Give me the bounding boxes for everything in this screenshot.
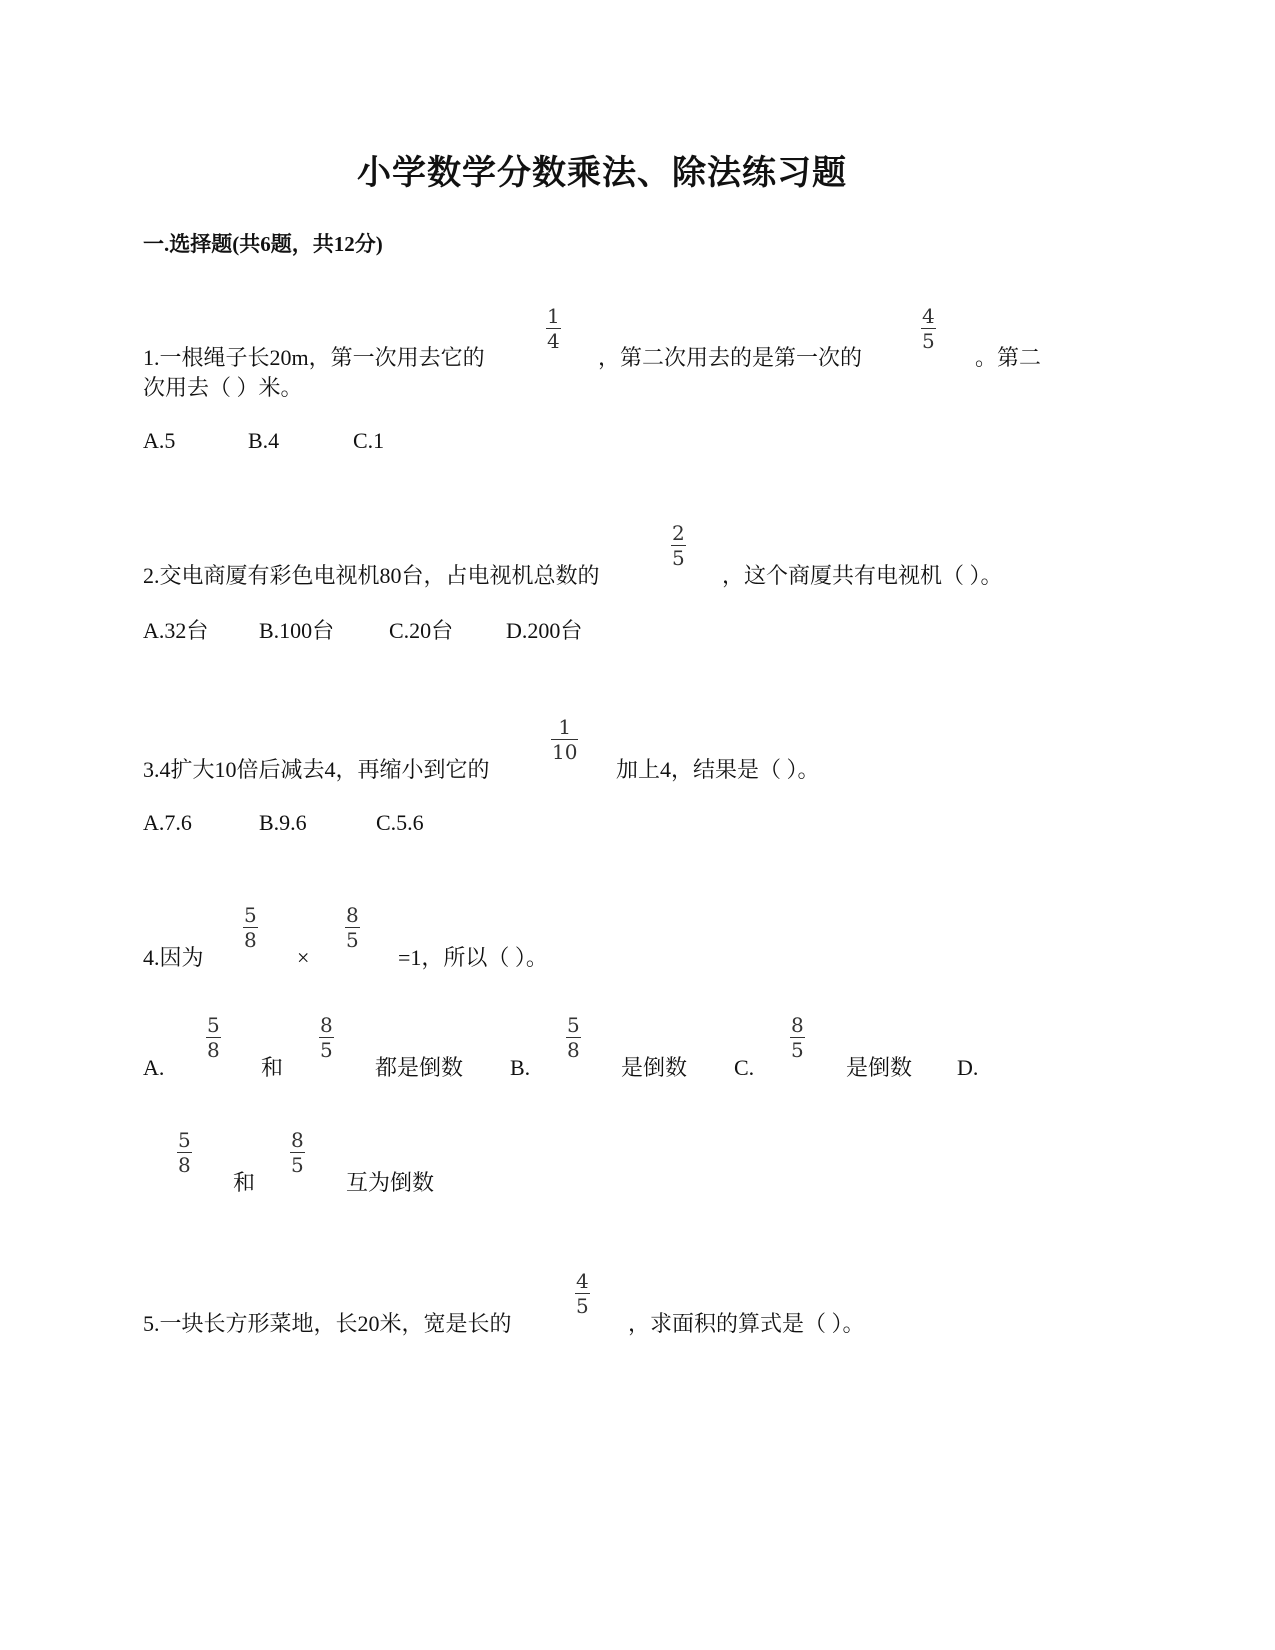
fraction-denominator: 5 xyxy=(320,1038,333,1062)
option-d-and: 和 xyxy=(233,1170,256,1195)
fraction-denominator: 5 xyxy=(291,1153,304,1177)
option-c: C.1 xyxy=(353,428,385,453)
option-b: B.4 xyxy=(248,428,280,453)
fraction xyxy=(290,1129,305,1176)
fraction xyxy=(671,522,686,569)
option-a-and: 和 xyxy=(261,1055,284,1080)
fraction-denominator: 10 xyxy=(552,740,578,764)
fraction xyxy=(345,904,360,951)
fraction xyxy=(921,305,936,352)
fraction-numerator: 1 xyxy=(558,715,572,739)
question-1-text-part2: ，第二次用去的是第一次的 xyxy=(598,345,863,370)
fraction xyxy=(243,904,258,951)
fraction-numerator: 8 xyxy=(791,1013,804,1037)
option-c: C.5.6 xyxy=(376,810,424,835)
option-a: A.32台 xyxy=(143,618,209,643)
fraction-denominator: 5 xyxy=(346,928,359,952)
option-c-text: 是倒数 xyxy=(846,1055,913,1080)
option-b: B.9.6 xyxy=(259,810,307,835)
fraction xyxy=(575,1270,590,1317)
fraction-numerator: 8 xyxy=(291,1128,304,1152)
fraction-denominator: 5 xyxy=(922,329,935,353)
fraction-numerator: 8 xyxy=(346,903,359,927)
fraction xyxy=(177,1129,192,1176)
fraction xyxy=(206,1014,221,1061)
fraction-denominator: 4 xyxy=(547,329,560,353)
fraction-numerator: 5 xyxy=(207,1013,220,1037)
option-b: B.100台 xyxy=(259,618,335,643)
question-5-text-part1: 5.一块长方形菜地，长20米，宽是长的 xyxy=(143,1311,512,1336)
fraction-numerator: 4 xyxy=(922,304,935,328)
fraction-denominator: 8 xyxy=(567,1038,580,1062)
question-2-text-part1: 2.交电商厦有彩色电视机80台，占电视机总数的 xyxy=(143,563,600,588)
fraction-denominator: 8 xyxy=(207,1038,220,1062)
option-d-label: D. xyxy=(957,1055,979,1080)
fraction-numerator: 1 xyxy=(547,304,560,328)
question-3-text-part1: 3.4扩大10倍后减去4，再缩小到它的 xyxy=(143,757,490,782)
option-d-text: 互为倒数 xyxy=(346,1170,435,1195)
option-a: A.5 xyxy=(143,428,176,453)
question-1-text-part4: 次用去（ ）米。 xyxy=(143,375,303,400)
fraction-denominator: 8 xyxy=(178,1153,191,1177)
fraction-numerator: 5 xyxy=(567,1013,580,1037)
question-4-text-part1: 4.因为 xyxy=(143,945,204,970)
fraction xyxy=(566,1014,581,1061)
option-b-text: 是倒数 xyxy=(621,1055,688,1080)
fraction-numerator: 5 xyxy=(178,1128,191,1152)
fraction-denominator: 5 xyxy=(576,1294,589,1318)
option-b-label: B. xyxy=(510,1055,531,1080)
fraction-numerator: 8 xyxy=(320,1013,333,1037)
fraction-denominator: 8 xyxy=(244,928,257,952)
question-2-text-part2: ，这个商厦共有电视机（ ）。 xyxy=(722,563,1003,588)
fraction xyxy=(319,1014,334,1061)
fraction xyxy=(551,716,578,763)
option-a-label: A. xyxy=(143,1055,165,1080)
fraction xyxy=(790,1014,805,1061)
question-3-text-part2: 加上4，结果是（ ）。 xyxy=(616,757,820,782)
option-d: D.200台 xyxy=(506,618,583,643)
page-title: 小学数学分数乘法、除法练习题 xyxy=(357,155,847,192)
fraction-numerator: 5 xyxy=(244,903,257,927)
times-sign: × xyxy=(297,945,310,970)
option-c: C.20台 xyxy=(389,618,454,643)
fraction-numerator: 4 xyxy=(576,1269,589,1293)
fraction-denominator: 5 xyxy=(791,1038,804,1062)
option-c-label: C. xyxy=(734,1055,755,1080)
question-5-text-part2: ，求面积的算式是（ ）。 xyxy=(628,1311,865,1336)
fraction xyxy=(546,305,561,352)
question-1-text-part1: 1.一根绳子长20m，第一次用去它的 xyxy=(143,345,485,370)
option-a: A.7.6 xyxy=(143,810,192,835)
option-a-text: 都是倒数 xyxy=(375,1055,464,1080)
section-heading: 一.选择题(共6题，共12分) xyxy=(143,232,383,256)
fraction-denominator: 5 xyxy=(672,546,685,570)
question-1-text-part3: 。第二 xyxy=(975,345,1042,370)
fraction-numerator: 2 xyxy=(672,521,685,545)
question-4-text-part2: =1，所以（ ）。 xyxy=(398,945,548,970)
